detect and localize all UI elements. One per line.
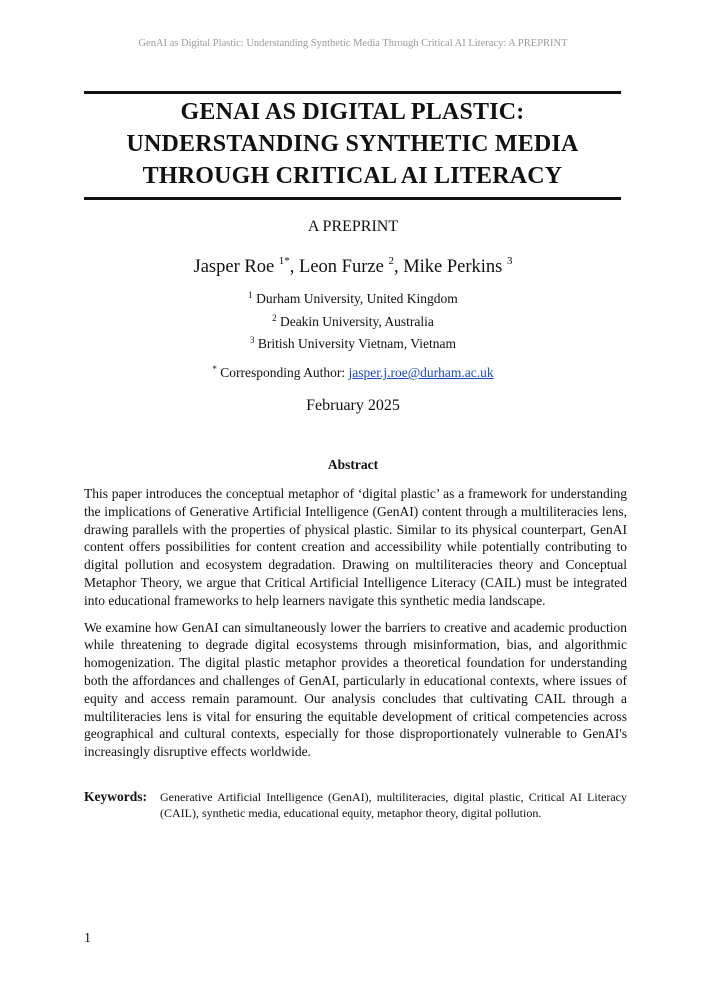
- page-number: 1: [84, 931, 91, 946]
- title-line: THROUGH CRITICAL AI LITERACY: [142, 163, 563, 189]
- corresponding-label: Corresponding Author:: [220, 365, 346, 380]
- author-name: Leon Furze: [299, 257, 384, 277]
- keywords-block: [84, 789, 627, 821]
- affiliation-list: [0, 286, 706, 354]
- corresponding-mark: *: [212, 364, 217, 374]
- affiliation-item: [0, 331, 706, 354]
- affiliation-item: [0, 286, 706, 309]
- affiliation-text: Deakin University, Australia: [279, 313, 434, 329]
- publication-date: February 2025: [306, 397, 400, 414]
- affiliation-number: 1: [248, 290, 253, 300]
- affiliation-number: 3: [250, 335, 255, 345]
- keywords-label: Keywords:: [84, 789, 147, 804]
- keywords-text: Generative Artificial Intelligence (GenAI), multiliteracies, digital plastic, Critical AI Literacy (CAIL), synthetic media, educational equity, metaphor theory, digital pollution.: [160, 790, 627, 820]
- author-affiliation-mark: 3: [507, 255, 513, 267]
- author-separator: ,: [289, 257, 300, 277]
- author-affiliation-mark: 2: [388, 255, 394, 267]
- author-list: [0, 255, 706, 278]
- author-separator: ,: [393, 257, 404, 277]
- title-line: GENAI AS DIGITAL PLASTIC:: [180, 99, 525, 125]
- author-name: Jasper Roe: [193, 257, 275, 277]
- affiliation-text: British University Vietnam, Vietnam: [257, 336, 456, 351]
- abstract-body: [84, 485, 627, 770]
- affiliation-item: [0, 309, 706, 332]
- title-line: UNDERSTANDING SYNTHETIC MEDIA: [126, 131, 579, 157]
- running-header: GenAI as Digital Plastic: Understanding Synthetic Media Through Critical AI Literacy: A PREPRINT: [138, 38, 568, 49]
- paper-title: [84, 96, 621, 192]
- affiliation-number: 2: [272, 312, 277, 323]
- corresponding-email-link[interactable]: jasper.j.roe@durham.ac.uk: [348, 365, 494, 380]
- corresponding-author: [0, 364, 706, 381]
- author-name: Mike Perkins: [403, 257, 503, 277]
- preprint-label: A PREPRINT: [307, 218, 399, 235]
- title-rule-bottom: [84, 197, 621, 200]
- author-affiliation-mark: 1*: [278, 255, 290, 267]
- title-rule-top: [84, 91, 621, 94]
- affiliation-text: Durham University, United Kingdom: [256, 291, 458, 306]
- abstract-heading: Abstract: [327, 457, 379, 472]
- abstract-paragraph: We examine how GenAI can simultaneously lower the barriers to creative and academic production while threatening to degrade digital ecosystems through misinformation, bias, and algorithmic homogenization. The digital plastic metaphor provides a theoretical foundation for understanding both the affordances and challenges of GenAI, particularly in educational contexts, where issues of equity and access remain paramount. Our analysis concludes that cultivating CAIL through a multiliteracies lens is vital for ensuring the equitable development of critical competencies across geographical and cultural contexts, especially for those disproportionately vulnerable to GenAI's increasingly disruptive effects worldwide.: [84, 619, 627, 760]
- abstract-paragraph: This paper introduces the conceptual metaphor of ‘digital plastic’ as a framework for understanding the implications of Generative Artificial Intelligence (GenAI) content through a multiliteracies lens, drawing parallels with the properties of physical plastic. Similar to its physical counterpart, GenAI content offers possibilities for content creation and accessibility while potentially contributing to digital pollution and ecosystem degradation. Drawing on multiliteracies theory and Conceptual Metaphor Theory, we argue that Critical Artificial Intelligence Literacy (CAIL) must be integrated into educational frameworks to help learners navigate this synthetic media landscape.: [84, 486, 627, 608]
